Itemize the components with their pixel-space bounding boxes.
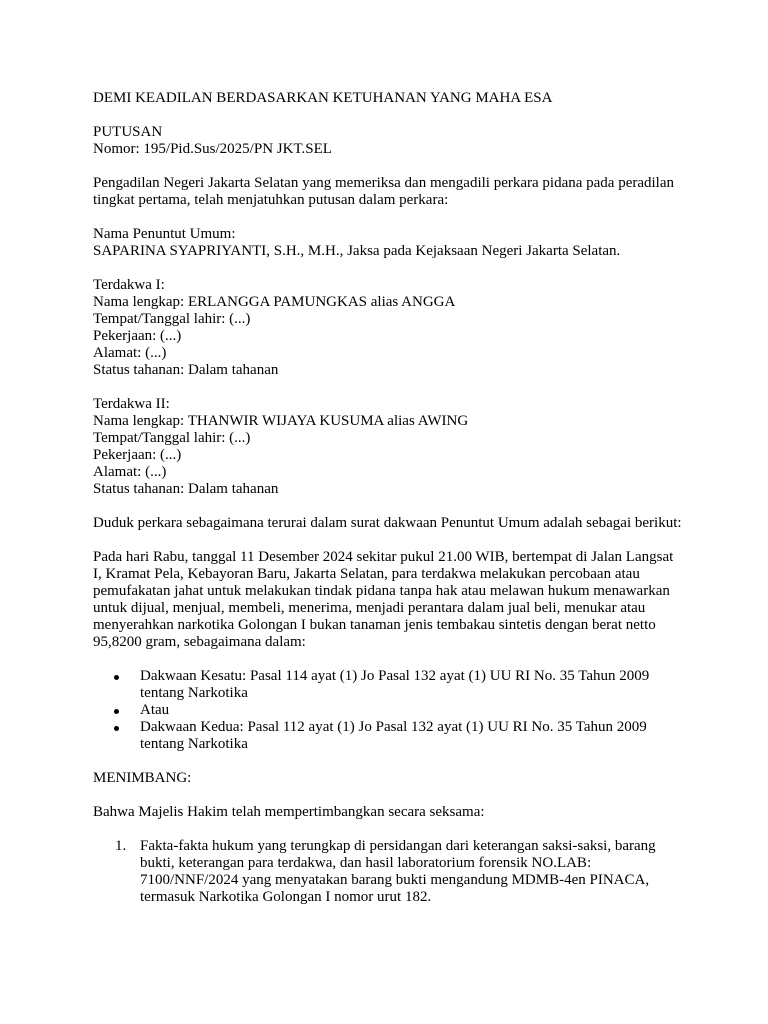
charge-item [93, 668, 683, 702]
defendant-1-heading: Terdakwa I: [93, 277, 165, 293]
bullet-icon [114, 709, 119, 714]
charges-list [93, 668, 683, 753]
defendant-2-job: Pekerjaan: (...) [93, 447, 182, 463]
defendant-2-birth: Tempat/Tanggal lahir: (...) [93, 430, 251, 446]
document-heading: DEMI KEADILAN BERDASARKAN KETUHANAN YANG MAHA ESA [93, 90, 553, 106]
prosecutor-label: Nama Penuntut Umum: [93, 226, 236, 242]
defendant-1-birth: Tempat/Tanggal lahir: (...) [93, 311, 251, 327]
consideration-number: 1. [115, 838, 127, 854]
prosecutor-value: SAPARINA SYAPRIYANTI, S.H., M.H., Jaksa pada Kejaksaan Negeri Jakarta Selatan. [93, 243, 621, 259]
considering-intro: Bahwa Majelis Hakim telah mempertimbangkan secara seksama: [93, 804, 485, 820]
bullet-icon [114, 675, 119, 680]
considering-heading: MENIMBANG: [93, 770, 192, 786]
consideration-text: Fakta-fakta hukum yang terungkap di persidangan dari keterangan saksi-saksi, barang bukti, keterangan para terdakwa, dan hasil laboratorium forensik NO.LAB: 7100/NNF/2024 yang menyatakan barang bukti mengandung MDMB-4en PINACA, termasuk Narkotika Golongan I nomor urut 182. [140, 838, 656, 905]
defendant-2-status: Status tahanan: Dalam tahanan [93, 481, 279, 497]
bullet-icon [114, 726, 119, 731]
charge-text: Atau [140, 702, 170, 718]
defendant-2-name: Nama lengkap: THANWIR WIJAYA KUSUMA alias AWING [93, 413, 469, 429]
charge-item [93, 719, 683, 753]
defendant-2-block [93, 396, 683, 498]
case-number: Nomor: 195/Pid.Sus/2025/PN JKT.SEL [93, 141, 332, 157]
document-page [93, 90, 683, 906]
considerations-list [93, 838, 683, 906]
defendant-1-name: Nama lengkap: ERLANGGA PAMUNGKAS alias ANGGA [93, 294, 456, 310]
defendant-1-job: Pekerjaan: (...) [93, 328, 182, 344]
defendant-2-address: Alamat: (...) [93, 464, 167, 480]
charge-text: Dakwaan Kedua: Pasal 112 ayat (1) Jo Pasal 132 ayat (1) UU RI No. 35 Tahun 2009 tentang Narkotika [140, 719, 647, 752]
case-intro-paragraph: Duduk perkara sebagaimana terurai dalam surat dakwaan Penuntut Umum adalah sebagai berikut: [93, 515, 682, 531]
intro-paragraph: Pengadilan Negeri Jakarta Selatan yang memeriksa dan mengadili perkara pidana pada peradilan tingkat pertama, telah menjatuhkan putusan dalam perkara: [93, 175, 675, 208]
defendant-1-status: Status tahanan: Dalam tahanan [93, 362, 279, 378]
defendant-1-block [93, 277, 683, 379]
defendant-2-heading: Terdakwa II: [93, 396, 170, 412]
case-facts-paragraph: Pada hari Rabu, tanggal 11 Desember 2024 sekitar pukul 21.00 WIB, bertempat di Jalan Langsat I, Kramat Pela, Kebayoran Baru, Jakarta Selatan, para terdakwa melakukan percobaan atau pemufakatan jahat untuk melakukan tindak pidana tanpa hak atau melawan hukum menawarkan untuk dijual, menjual, membeli, menerima, menjadi perantara dalam jual beli, menukar atau menyerahkan narkotika Golongan I bukan tanaman jenis tembakau sintetis dengan berat netto 95,8200 gram, sebagaimana dalam: [93, 549, 674, 650]
consideration-item [93, 838, 683, 906]
charge-text: Dakwaan Kesatu: Pasal 114 ayat (1) Jo Pasal 132 ayat (1) UU RI No. 35 Tahun 2009 tentang Narkotika [140, 668, 650, 701]
charge-item [93, 702, 683, 719]
document-title: PUTUSAN [93, 124, 163, 140]
defendant-1-address: Alamat: (...) [93, 345, 167, 361]
